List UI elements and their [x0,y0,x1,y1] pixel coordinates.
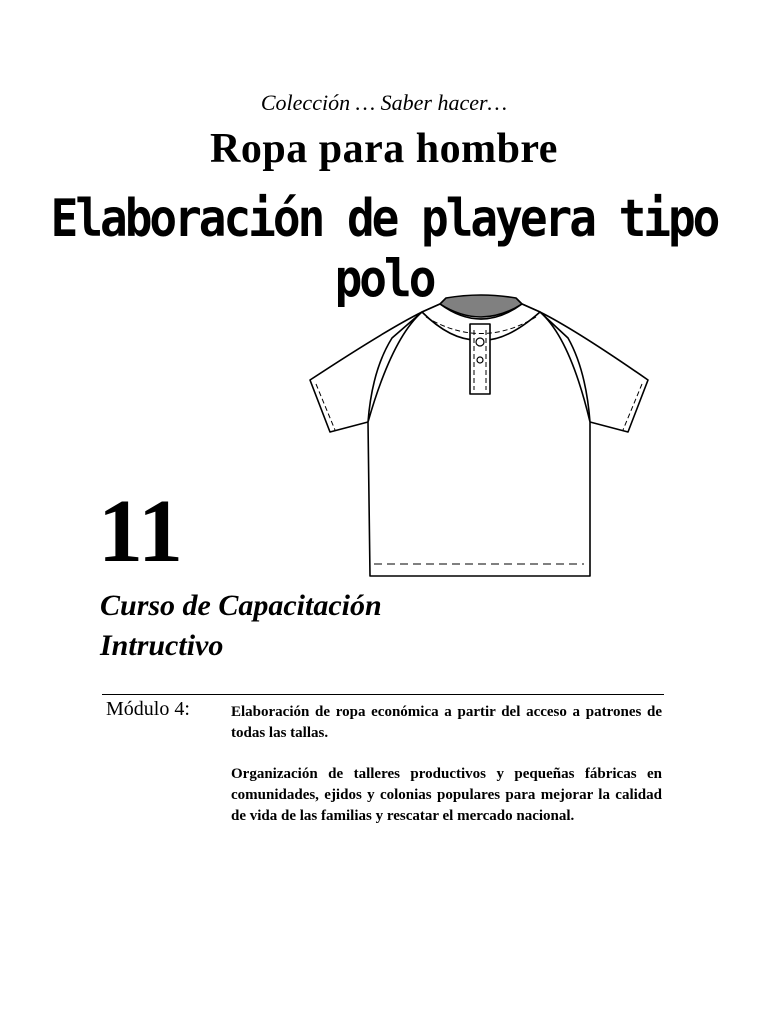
module-label: Módulo 4: [106,698,190,720]
module-paragraph-1: Elaboración de ropa económica a partir del acceso a patrones de todas las tallas. [231,704,662,741]
module-description [231,702,662,847]
page-title: Ropa para hombre [210,126,558,172]
module-number: 11 [98,482,184,581]
collection-heading: Colección … Saber hacer… [260,90,508,115]
shirt-button-top [476,338,484,346]
module-paragraph-2: Organización de talleres productivos y pequeñas fábricas en comunidades, ejidos y colonias populares para mejorar la calidad de vida de las familias y rescatar el mercado nacional. [231,766,662,824]
course-line-2: Intructivo [100,629,224,662]
section-divider [102,694,664,695]
polo-shirt-illustration [300,290,660,590]
course-line-1: Curso de Capacitación [100,589,382,622]
shirt-button-bottom [477,357,483,363]
course-title [100,586,382,666]
page-subtitle: Elaboración de playera tipo polo [50,188,718,309]
